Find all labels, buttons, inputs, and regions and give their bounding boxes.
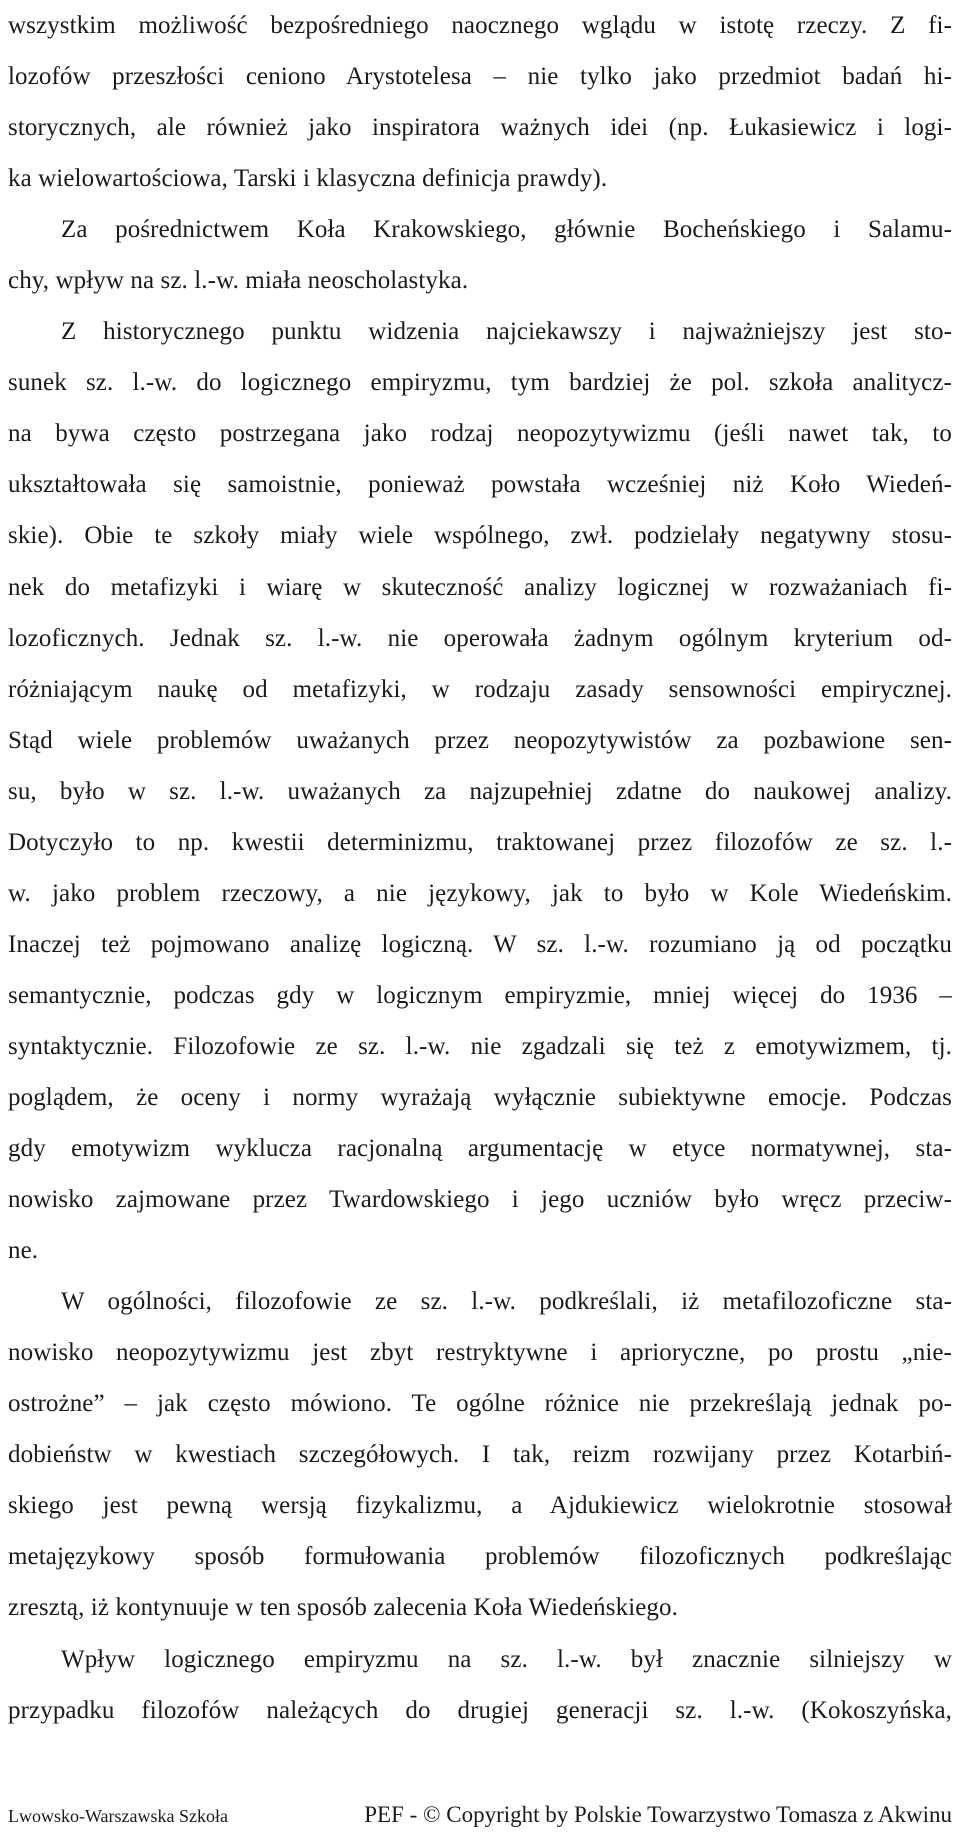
text-line: sunek sz. l.-w. do logicznego empiryzmu, tym bardziej że pol. szkoła analitycz- [8,369,952,397]
text-line: nowisko neopozytywizmu jest zbyt restryktywne i aprioryczne, po prostu „nie- [8,1339,952,1367]
page-footer [8,1800,952,1834]
text-line: przypadku filozofów należących do drugiej generacji sz. l.-w. (Kokoszyńska, [8,1696,952,1724]
text-line: Dotyczyło to np. kwestii determinizmu, traktowanej przez filozofów ze sz. l.- [8,828,952,856]
text-line: ka wielowartościowa, Tarski i klasyczna definicja prawdy). [8,165,608,193]
text-line: Z historycznego punktu widzenia najciekawszy i najważniejszy jest sto- [61,318,952,346]
text-line: skie). Obie te szkoły miały wiele wspólnego, zwł. podzielały negatywny stosu- [8,522,952,550]
text-line: syntaktycznie. Filozofowie ze sz. l.-w. nie zgadzali się też z emotywizmem, tj. [8,1032,952,1060]
text-line: nowisko zajmowane przez Twardowskiego i jego uczniów było wręcz przeciw- [8,1186,952,1214]
text-line: ukształtowała się samoistnie, ponieważ powstała wcześniej niż Koło Wiedeń- [8,471,952,499]
text-line: w. jako problem rzeczowy, a nie językowy, jak to było w Kole Wiedeńskim. [8,879,952,907]
text-line: poglądem, że oceny i normy wyrażają wyłącznie subiektywne emocje. Podczas [8,1083,952,1111]
text-line: gdy emotywizm wyklucza racjonalną argumentację w etyce normatywnej, sta- [8,1135,952,1163]
text-line: su, było w sz. l.-w. uważanych za najzupełniej zdatne do naukowej analizy. [8,777,952,805]
text-line: skiego jest pewną wersją fizykalizmu, a Ajdukiewicz wielokrotnie stosował [8,1492,952,1520]
text-line: lozofów przeszłości ceniono Arystotelesa – nie tylko jako przedmiot badań hi- [8,63,952,91]
text-line: chy, wpływ na sz. l.-w. miała neoscholastyka. [8,267,469,295]
text-line: storycznych, ale również jako inspiratora ważnych idei (np. Łukasiewicz i logi- [8,114,952,142]
footer-entry-title: Lwowsko-Warszawska Szkoła [8,1806,228,1826]
text-line: zresztą, iż kontynuuje w ten sposób zalecenia Koła Wiedeńskiego. [8,1594,678,1622]
document-body [8,0,952,1736]
text-line: W ogólności, filozofowie ze sz. l.-w. podkreślali, iż metafilozoficzne sta- [61,1288,952,1316]
text-line: różniającym naukę od metafizyki, w rodzaju zasady sensowności empirycznej. [8,675,952,703]
footer-copyright: PEF - © Copyright by Polskie Towarzystwo Tomasza z Akwinu [364,1802,952,1827]
text-line: lozoficznych. Jednak sz. l.-w. nie operowała żadnym ogólnym kryterium od- [8,624,952,652]
text-line: dobieństw w kwestiach szczegółowych. I tak, reizm rozwijany przez Kotarbiń- [8,1441,952,1469]
text-line: Inaczej też pojmowano analizę logiczną. W sz. l.-w. rozumiano ją od początku [8,930,952,958]
text-line: semantycznie, podczas gdy w logicznym empiryzmie, mniej więcej do 1936 – [8,981,952,1009]
text-line: Wpływ logicznego empiryzmu na sz. l.-w. był znacznie silniejszy w [61,1645,952,1673]
text-line: Za pośrednictwem Koła Krakowskiego, głównie Bocheńskiego i Salamu- [61,216,952,244]
text-line: ne. [8,1237,39,1265]
text-line: metajęzykowy sposób formułowania problemów filozoficznych podkreślając [8,1543,952,1571]
text-line: Stąd wiele problemów uważanych przez neopozytywistów za pozbawione sen- [8,726,952,754]
text-line: ostrożne” – jak często mówiono. Te ogólne różnice nie przekreślają jednak po- [8,1390,952,1418]
text-line: nek do metafizyki i wiarę w skuteczność analizy logicznej w rozważaniach fi- [8,573,952,601]
text-line: na bywa często postrzegana jako rodzaj neopozytywizmu (jeśli nawet tak, to [8,420,952,448]
text-line: wszystkim możliwość bezpośredniego naocznego wglądu w istotę rzeczy. Z fi- [8,12,952,39]
